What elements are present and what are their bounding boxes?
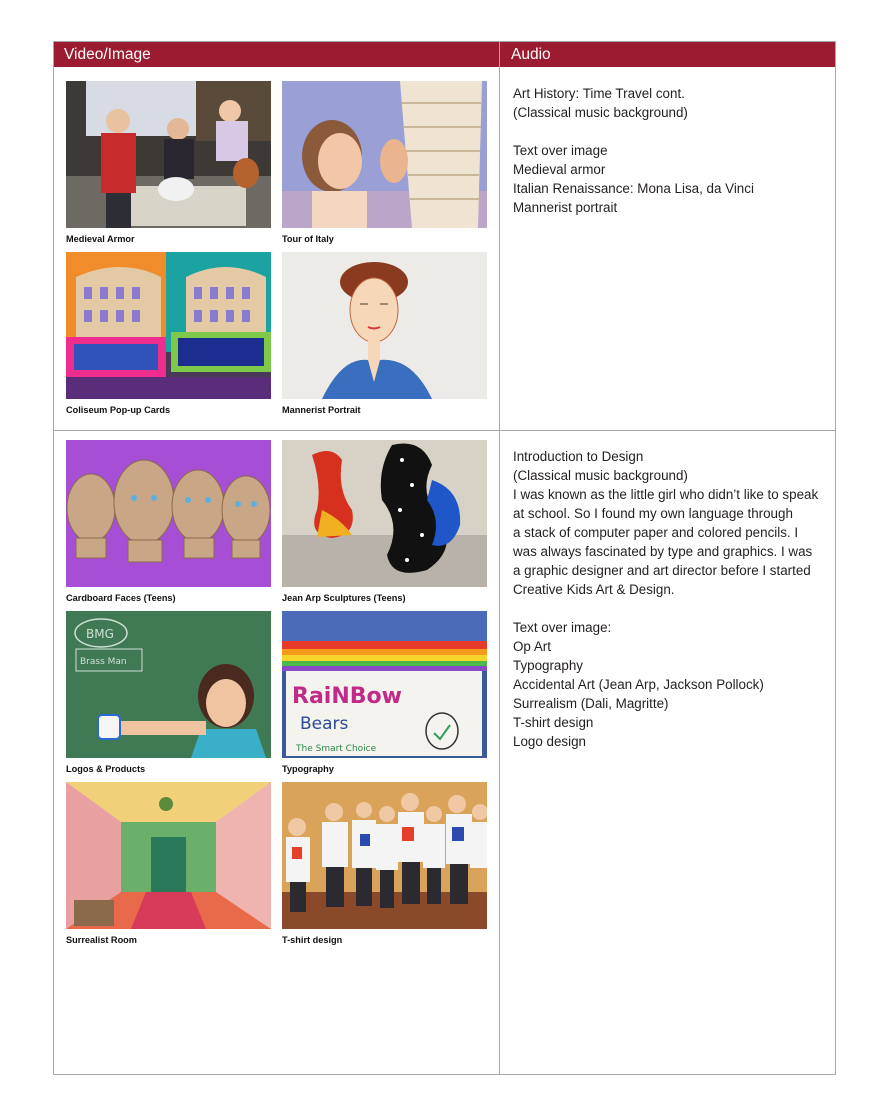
rainbow-sign-text: RaiNBow — [292, 684, 402, 709]
header-audio: Audio — [511, 46, 551, 63]
caption-mannerist-portrait: Mannerist Portrait — [282, 405, 361, 415]
caption-cardboard-faces: Cardboard Faces (Teens) — [66, 593, 176, 603]
coliseum-cards-photo — [66, 252, 271, 399]
audio-line: Introduction to Design — [513, 449, 644, 464]
audio-line: Italian Renaissance: Mona Lisa, da Vinci — [513, 181, 754, 196]
audio-line: Typography — [513, 658, 583, 673]
caption-typography: Typography — [282, 764, 334, 774]
jean-arp-sculptures-photo — [282, 440, 487, 587]
audio-line: Op Art — [513, 639, 551, 654]
tour-of-italy-photo — [282, 81, 487, 228]
audio-line: Accidental Art (Jean Arp, Jackson Pollock) — [513, 677, 764, 692]
audio-line: I was known as the little girl who didn’t like to speak — [513, 487, 819, 502]
caption-logos-products: Logos & Products — [66, 764, 146, 774]
svg-text:BMG: BMG — [86, 627, 114, 641]
surrealist-room-photo — [66, 782, 271, 929]
audio-line: (Classical music background) — [513, 468, 688, 483]
audio-line: a graphic designer and art director before I started — [513, 563, 811, 578]
audio-text-row-2 — [513, 447, 831, 751]
bears-text: Bears — [300, 714, 349, 734]
tshirt-design-photo — [282, 782, 487, 929]
audio-line: Medieval armor — [513, 162, 606, 177]
medieval-armor-photo — [66, 81, 271, 228]
audio-line: (Classical music background) — [513, 105, 688, 120]
audio-line: at school. So I found my own language through — [513, 506, 793, 521]
caption-tshirt-design: T-shirt design — [282, 935, 343, 945]
typography-photo — [282, 611, 487, 758]
caption-surrealist-room: Surrealist Room — [66, 935, 137, 945]
row-divider — [54, 430, 835, 431]
logos-products-photo — [66, 611, 271, 758]
audio-line: Mannerist portrait — [513, 200, 618, 215]
column-divider — [499, 42, 500, 1074]
audio-line: T-shirt design — [513, 715, 594, 730]
caption-coliseum-cards: Coliseum Pop-up Cards — [66, 405, 171, 415]
audio-line: Art History: Time Travel cont. — [513, 86, 685, 101]
audio-line: Text over image: — [513, 620, 612, 635]
slogan-text: The Smart Choice — [296, 744, 377, 754]
header-video-image: Video/Image — [64, 46, 151, 63]
storyboard-table — [53, 41, 836, 1075]
caption-jean-arp: Jean Arp Sculptures (Teens) — [282, 593, 406, 603]
table-header — [54, 42, 835, 67]
caption-medieval-armor: Medieval Armor — [66, 234, 135, 244]
cardboard-faces-photo — [66, 440, 271, 587]
audio-text-row-1 — [513, 84, 831, 217]
svg-text:Brass Man: Brass Man — [80, 657, 127, 667]
audio-line: Text over image — [513, 143, 608, 158]
audio-line: Logo design — [513, 734, 586, 749]
audio-line: was always fascinated by type and graphics. I was — [513, 544, 813, 559]
caption-tour-of-italy: Tour of Italy — [282, 234, 334, 244]
mannerist-portrait-photo — [282, 252, 487, 399]
audio-line: a stack of computer paper and colored pencils. I — [513, 525, 799, 540]
audio-line: Creative Kids Art & Design. — [513, 582, 675, 597]
audio-line: Surrealism (Dali, Magritte) — [513, 696, 669, 711]
